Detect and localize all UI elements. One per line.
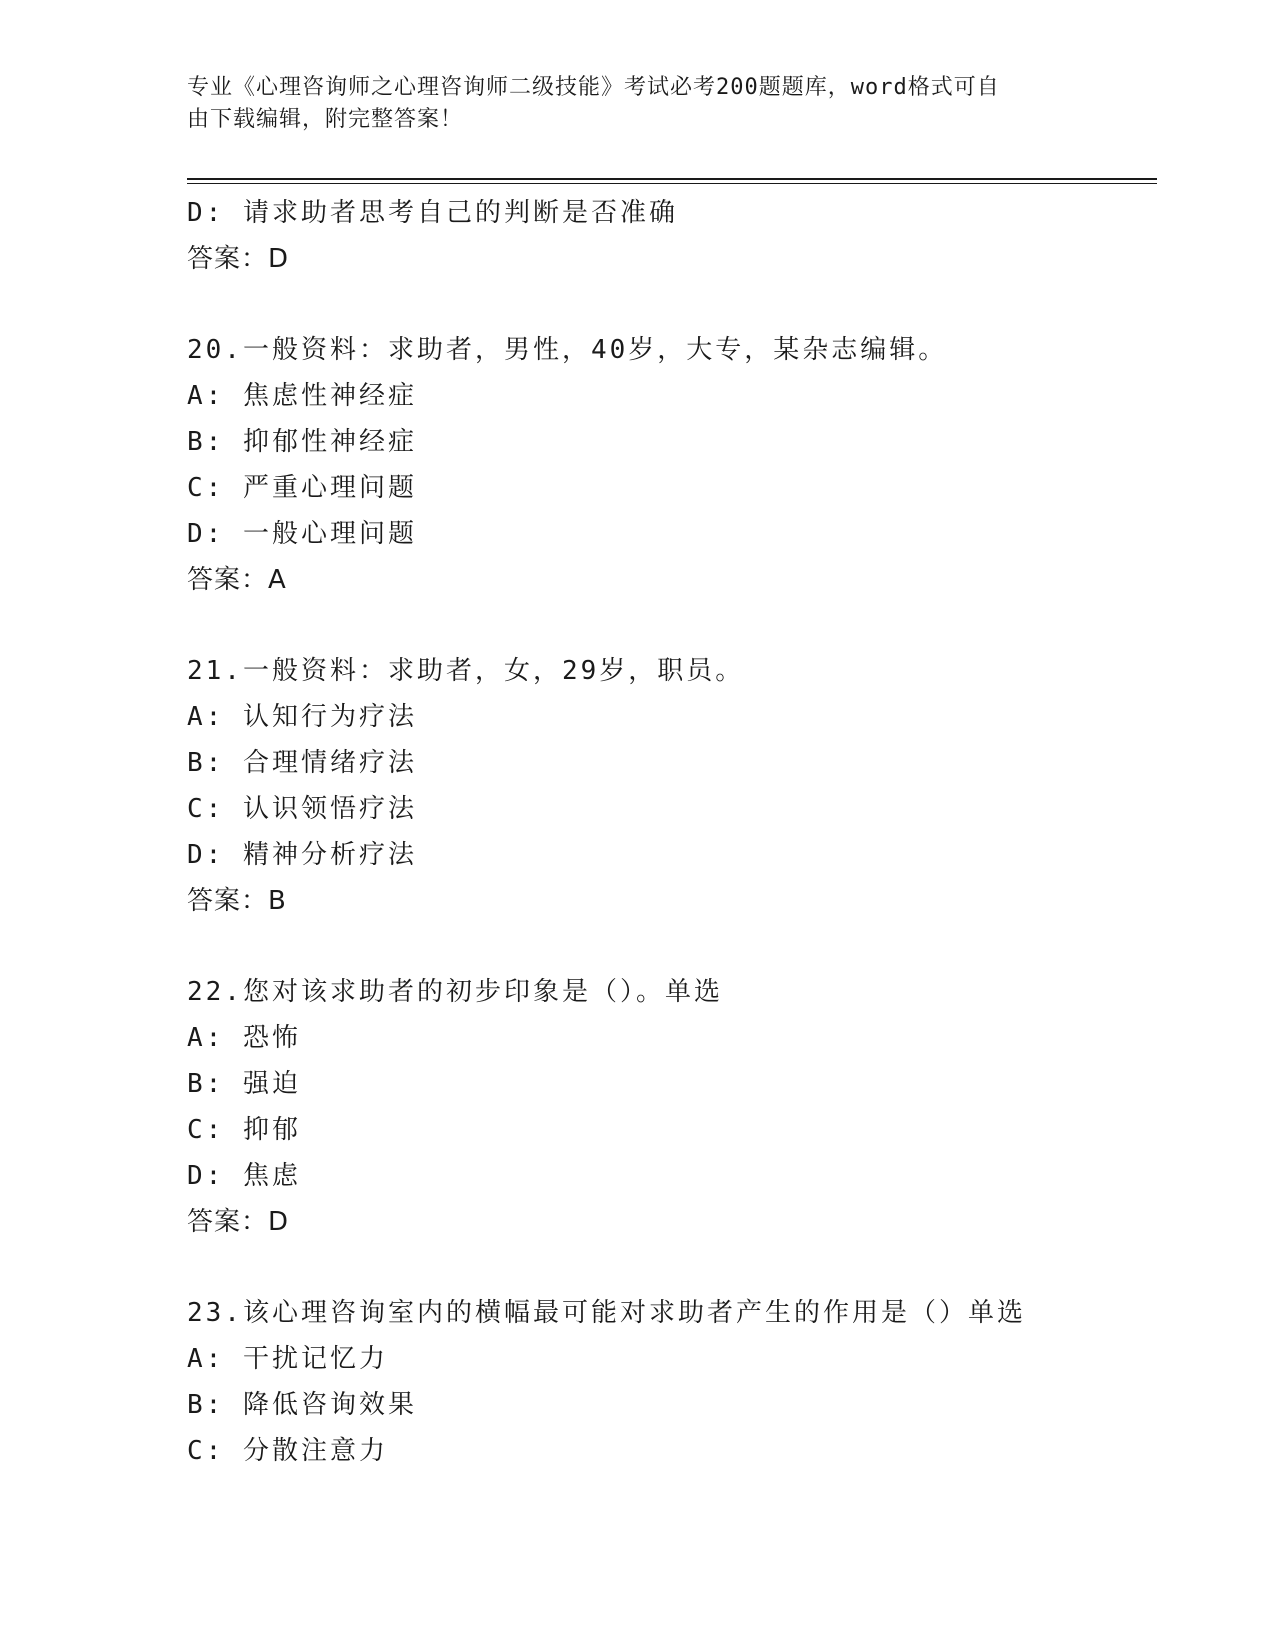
option-b: B: 强迫: [187, 1069, 301, 1099]
option-a: A: 焦虑性神经症: [187, 381, 417, 411]
document-header: [187, 72, 1067, 136]
option-c: C: 严重心理问题: [187, 473, 417, 503]
question-list: [187, 190, 1157, 1474]
option-a: A: 干扰记忆力: [187, 1344, 388, 1374]
option-a: A: 认知行为疗法: [187, 702, 417, 732]
question-stem: 21.一般资料：求助者，女，29岁，职员。: [187, 656, 745, 686]
option-c: C: 抑郁: [187, 1115, 301, 1145]
option-d: D: 一般心理问题: [187, 519, 417, 549]
answer: 答案：B: [187, 886, 287, 916]
header-rule-thick: [187, 178, 1157, 180]
question-21: [187, 648, 1157, 924]
option-a: A: 恐怖: [187, 1023, 301, 1053]
header-rule-thin: [187, 183, 1157, 184]
answer: 答案：D: [187, 1207, 290, 1237]
option-c: C: 分散注意力: [187, 1436, 388, 1466]
option-d: D: 请求助者思考自己的判断是否准确: [187, 198, 678, 228]
answer: 答案：D: [187, 244, 290, 274]
question-20: [187, 327, 1157, 603]
option-d: D: 精神分析疗法: [187, 840, 417, 870]
option-b: B: 降低咨询效果: [187, 1390, 417, 1420]
option-b: B: 抑郁性神经症: [187, 427, 417, 457]
question-stem: 22.您对该求助者的初步印象是（）。单选: [187, 977, 723, 1007]
option-d: D: 焦虑: [187, 1161, 301, 1191]
question-22: [187, 969, 1157, 1245]
question-stem: 23.该心理咨询室内的横幅最可能对求助者产生的作用是（）单选: [187, 1298, 1026, 1328]
question-19-tail: [187, 190, 1157, 282]
option-c: C: 认识领悟疗法: [187, 794, 417, 824]
question-stem: 20.一般资料：求助者，男性，40岁，大专，某杂志编辑。: [187, 335, 948, 365]
header-line-1: 专业《心理咨询师之心理咨询师二级技能》考试必考200题题库，word格式可自: [187, 75, 1000, 100]
header-line-2: 由下载编辑，附完整答案！: [187, 107, 464, 132]
answer: 答案：A: [187, 565, 287, 595]
option-b: B: 合理情绪疗法: [187, 748, 417, 778]
question-23: [187, 1290, 1157, 1474]
